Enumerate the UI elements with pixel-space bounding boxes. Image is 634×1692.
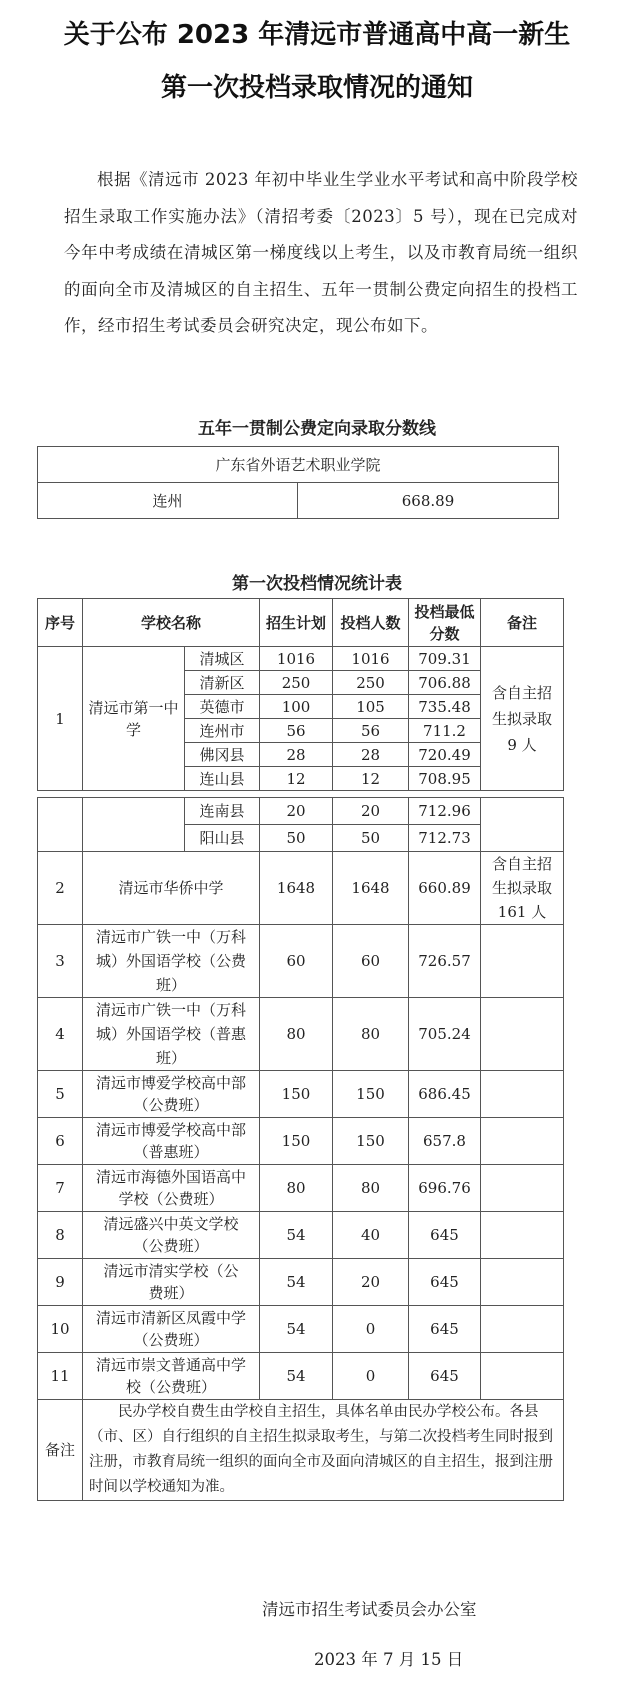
title-line-1: 关于公布 2023 年清远市普通高中高一新生 [63, 20, 571, 50]
plan-cell: 1016 [260, 647, 333, 671]
table-row [38, 647, 564, 671]
min-cell: 660.89 [409, 852, 481, 925]
filed-cell: 12 [333, 767, 409, 791]
table-row [38, 1259, 564, 1306]
header-school: 学校名称 [83, 599, 260, 647]
stats-header-row [38, 599, 564, 647]
district-cell: 连州市 [185, 719, 260, 743]
min-cell: 696.76 [409, 1165, 481, 1212]
plan-cell: 100 [260, 695, 333, 719]
min-cell: 706.88 [409, 671, 481, 695]
filed-cell: 0 [333, 1306, 409, 1353]
min-cell: 705.24 [409, 998, 481, 1071]
remark-row [38, 1400, 564, 1501]
district-cell: 连南县 [185, 798, 260, 825]
plan-cell: 20 [260, 798, 333, 825]
plan-cell: 54 [260, 1353, 333, 1400]
row-no: 4 [38, 998, 83, 1071]
row-no: 8 [38, 1212, 83, 1259]
title-line-2: 第一次投档录取情况的通知 [160, 73, 473, 103]
plan-cell: 1648 [260, 852, 333, 925]
filed-cell: 0 [333, 1353, 409, 1400]
filed-cell: 150 [333, 1118, 409, 1165]
row-no: 9 [38, 1259, 83, 1306]
row-no: 7 [38, 1165, 83, 1212]
district-cell: 清新区 [185, 671, 260, 695]
filed-cell: 1016 [333, 647, 409, 671]
school-name: 清远盛兴中英文学校（公费班） [83, 1212, 260, 1259]
filed-cell: 60 [333, 925, 409, 998]
header-no: 序号 [38, 599, 83, 647]
intro-paragraph: 根据《清远市 2023 年初中毕业生学业水平考试和高中阶段学校招生录取工作实施办法》（清招考委〔2023〕5 号），现在已完成对今年中考成绩在清城区第一梯度线以上考生，以及市教育局统一组织的面向全市及清城区的自主招生、五年一贯制公费定向招生的投档工作，经市招生考试委员会研究决定，现公布如下。 [64, 170, 578, 335]
min-cell: 645 [409, 1212, 481, 1259]
filed-cell: 40 [333, 1212, 409, 1259]
min-cell: 712.73 [409, 825, 481, 852]
table-row [38, 925, 564, 998]
district-cell: 英德市 [185, 695, 260, 719]
filed-cell: 20 [333, 1259, 409, 1306]
filed-cell: 28 [333, 743, 409, 767]
remark-text: 民办学校自费生由学校自主招生，具体名单由民办学校公布。各县（市、区）自行组织的自主招生拟录取考生，与第二次投档考生同时报到注册，市教育局统一组织的面向全市及面向清城区的自主招生，报到注册时间以学校通知为准。 [83, 1400, 564, 1501]
table-row [38, 1118, 564, 1165]
table-row [38, 852, 564, 925]
row-no: 6 [38, 1118, 83, 1165]
school-2-no: 2 [38, 852, 83, 925]
filed-cell: 50 [333, 825, 409, 852]
min-cell: 720.49 [409, 743, 481, 767]
row-no: 3 [38, 925, 83, 998]
min-cell: 686.45 [409, 1071, 481, 1118]
plan-cell: 150 [260, 1071, 333, 1118]
school-name: 清远市博爱学校高中部（公费班） [83, 1071, 260, 1118]
district-cell: 清城区 [185, 647, 260, 671]
filed-cell: 1648 [333, 852, 409, 925]
plan-cell: 60 [260, 925, 333, 998]
district-cell: 佛冈县 [185, 743, 260, 767]
table-row [38, 1212, 564, 1259]
min-cell: 712.96 [409, 798, 481, 825]
five-year-score: 668.89 [298, 483, 559, 519]
plan-cell: 150 [260, 1118, 333, 1165]
school-1-name: 清远市第一中学 [83, 647, 185, 791]
min-cell: 645 [409, 1259, 481, 1306]
min-cell: 735.48 [409, 695, 481, 719]
plan-cell: 54 [260, 1212, 333, 1259]
row-no: 5 [38, 1071, 83, 1118]
header-min: 投档最低分数 [409, 599, 481, 647]
header-filed: 投档人数 [333, 599, 409, 647]
stats-caption: 第一次投档情况统计表 [232, 574, 402, 594]
plan-cell: 56 [260, 719, 333, 743]
min-cell: 711.2 [409, 719, 481, 743]
school-name: 清远市海德外国语高中学校（公费班） [83, 1165, 260, 1212]
table-row [38, 1353, 564, 1400]
plan-cell: 54 [260, 1259, 333, 1306]
plan-cell: 50 [260, 825, 333, 852]
header-plan: 招生计划 [260, 599, 333, 647]
min-cell: 645 [409, 1353, 481, 1400]
school-name: 清远市崇文普通高中学校（公费班） [83, 1353, 260, 1400]
plan-cell: 80 [260, 998, 333, 1071]
table-row [38, 1071, 564, 1118]
five-year-school: 广东省外语艺术职业学院 [38, 447, 559, 483]
header-note: 备注 [481, 599, 564, 647]
district-cell: 阳山县 [185, 825, 260, 852]
filed-cell: 150 [333, 1071, 409, 1118]
row-no: 11 [38, 1353, 83, 1400]
five-year-caption: 五年一贯制公费定向录取分数线 [198, 419, 436, 439]
district-cell: 连山县 [185, 767, 260, 791]
table-row [38, 998, 564, 1071]
school-1-no: 1 [38, 647, 83, 791]
school-name: 清远市清新区凤霞中学（公费班） [83, 1306, 260, 1353]
plan-cell: 250 [260, 671, 333, 695]
filed-cell: 250 [333, 671, 409, 695]
stats-table-part-2 [37, 797, 564, 1501]
school-name: 清远市广铁一中（万科城）外国语学校（公费班） [83, 925, 260, 998]
stats-table-part-1 [37, 598, 564, 791]
min-cell: 726.57 [409, 925, 481, 998]
five-year-table [37, 446, 559, 519]
min-cell: 645 [409, 1306, 481, 1353]
school-name: 清远市广铁一中（万科城）外国语学校（普惠班） [83, 998, 260, 1071]
school-name: 清远市清实学校（公费班） [83, 1259, 260, 1306]
min-cell: 709.31 [409, 647, 481, 671]
plan-cell: 54 [260, 1306, 333, 1353]
five-year-district: 连州 [38, 483, 298, 519]
school-1-note: 含自主招生拟录取 9 人 [481, 647, 564, 791]
signature-office: 清远市招生考试委员会办公室 [262, 1600, 477, 1619]
remark-label: 备注 [38, 1400, 83, 1501]
filed-cell: 20 [333, 798, 409, 825]
table-row [38, 798, 564, 825]
plan-cell: 28 [260, 743, 333, 767]
table-row [38, 1306, 564, 1353]
filed-cell: 56 [333, 719, 409, 743]
table-row [38, 1165, 564, 1212]
plan-cell: 80 [260, 1165, 333, 1212]
filed-cell: 80 [333, 1165, 409, 1212]
signature-date: 2023 年 7 月 15 日 [314, 1650, 464, 1669]
row-no: 10 [38, 1306, 83, 1353]
plan-cell: 12 [260, 767, 333, 791]
school-name: 清远市博爱学校高中部（普惠班） [83, 1118, 260, 1165]
school-2-note: 含自主招生拟录取 161 人 [481, 852, 564, 925]
filed-cell: 80 [333, 998, 409, 1071]
min-cell: 657.8 [409, 1118, 481, 1165]
filed-cell: 105 [333, 695, 409, 719]
school-2-name: 清远市华侨中学 [83, 852, 260, 925]
min-cell: 708.95 [409, 767, 481, 791]
